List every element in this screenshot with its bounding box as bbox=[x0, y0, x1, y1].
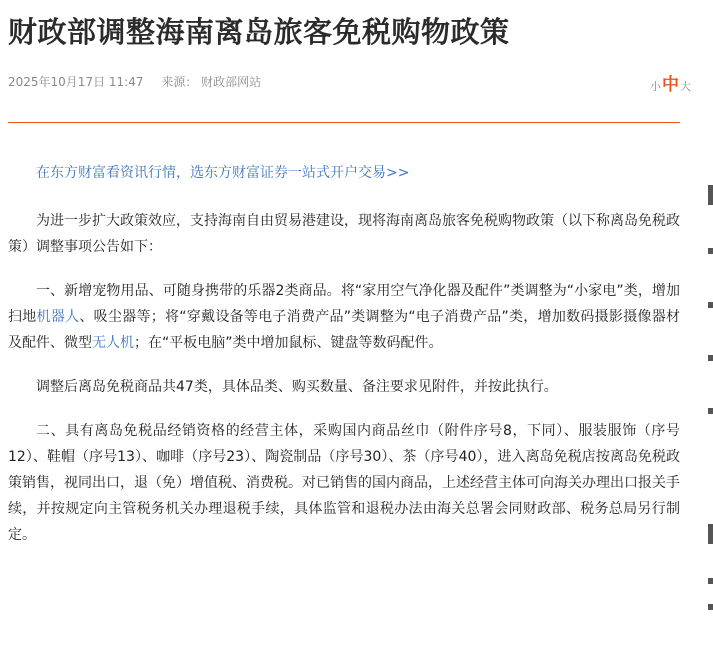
title-divider bbox=[8, 122, 680, 123]
promo-link[interactable]: 在东方财富看资讯行情，选东方财富证券一站式开户交易>> bbox=[36, 165, 410, 181]
sidebar-fragment bbox=[708, 302, 713, 308]
font-size-medium-button[interactable]: 中 bbox=[662, 75, 679, 95]
sidebar-fragment bbox=[708, 604, 713, 610]
sidebar-fragment bbox=[708, 185, 713, 205]
article-source: 来源： 财政部网站 bbox=[161, 75, 262, 89]
sidebar-fragment bbox=[708, 355, 713, 361]
font-size-control bbox=[650, 70, 691, 95]
link-robot[interactable]: 机器人 bbox=[36, 309, 80, 325]
sidebar-fragment bbox=[708, 248, 713, 254]
paragraph-intro: 为进一步扩大政策效应，支持海南自由贸易港建设，现将海南离岛旅客免税购物政策（以下称离岛免税政策）调整事项公告如下： bbox=[8, 213, 680, 255]
article-meta bbox=[8, 73, 261, 90]
paragraph-summary: 调整后离岛免税商品共47类，具体品类、购买数量、备注要求见附件，并按此执行。 bbox=[36, 379, 558, 395]
paragraph-item-1: 一、新增宠物用品、可随身携带的乐器2类商品。将“家用空气净化器及配件”类调整为“小家电”类，增加扫地机器人、吸尘器等；将“穿戴设备等电子消费产品”类调整为“电子消费产品”类，增加数码摄影摄像器材及配件、微型无人机；在“平板电脑”类中增加鼠标、键盘等数码配件。 bbox=[8, 283, 681, 351]
link-drone[interactable]: 无人机 bbox=[92, 335, 134, 351]
article-body bbox=[8, 208, 680, 566]
font-size-large-button[interactable]: 大 bbox=[680, 80, 691, 93]
font-size-small-button[interactable]: 小 bbox=[650, 80, 661, 93]
publish-datetime: 2025年10月17日 11:47 bbox=[8, 75, 144, 89]
paragraph-item-2: 二、具有离岛免税品经销资格的经营主体，采购国内商品丝巾（附件序号8，下同）、服装服饰（序号12）、鞋帽（序号13）、咖啡（序号23）、陶瓷制品（序号30）、茶（序号40），进入离岛免税店按离岛免税政策销售，视同出口，退（免）增值税、消费税。对已销售的国内商品，上述经营主体可向海关办理出口报关手续，并按规定向主管税务机关办理退税手续，具体监管和退税办法由海关总署会同财政部、税务总局另行制定。 bbox=[8, 423, 680, 543]
article-title: 财政部调整海南离岛旅客免税购物政策 bbox=[8, 15, 510, 49]
sidebar-fragment bbox=[708, 578, 713, 584]
sidebar-fragment bbox=[708, 408, 713, 414]
sidebar-fragment bbox=[708, 524, 713, 544]
